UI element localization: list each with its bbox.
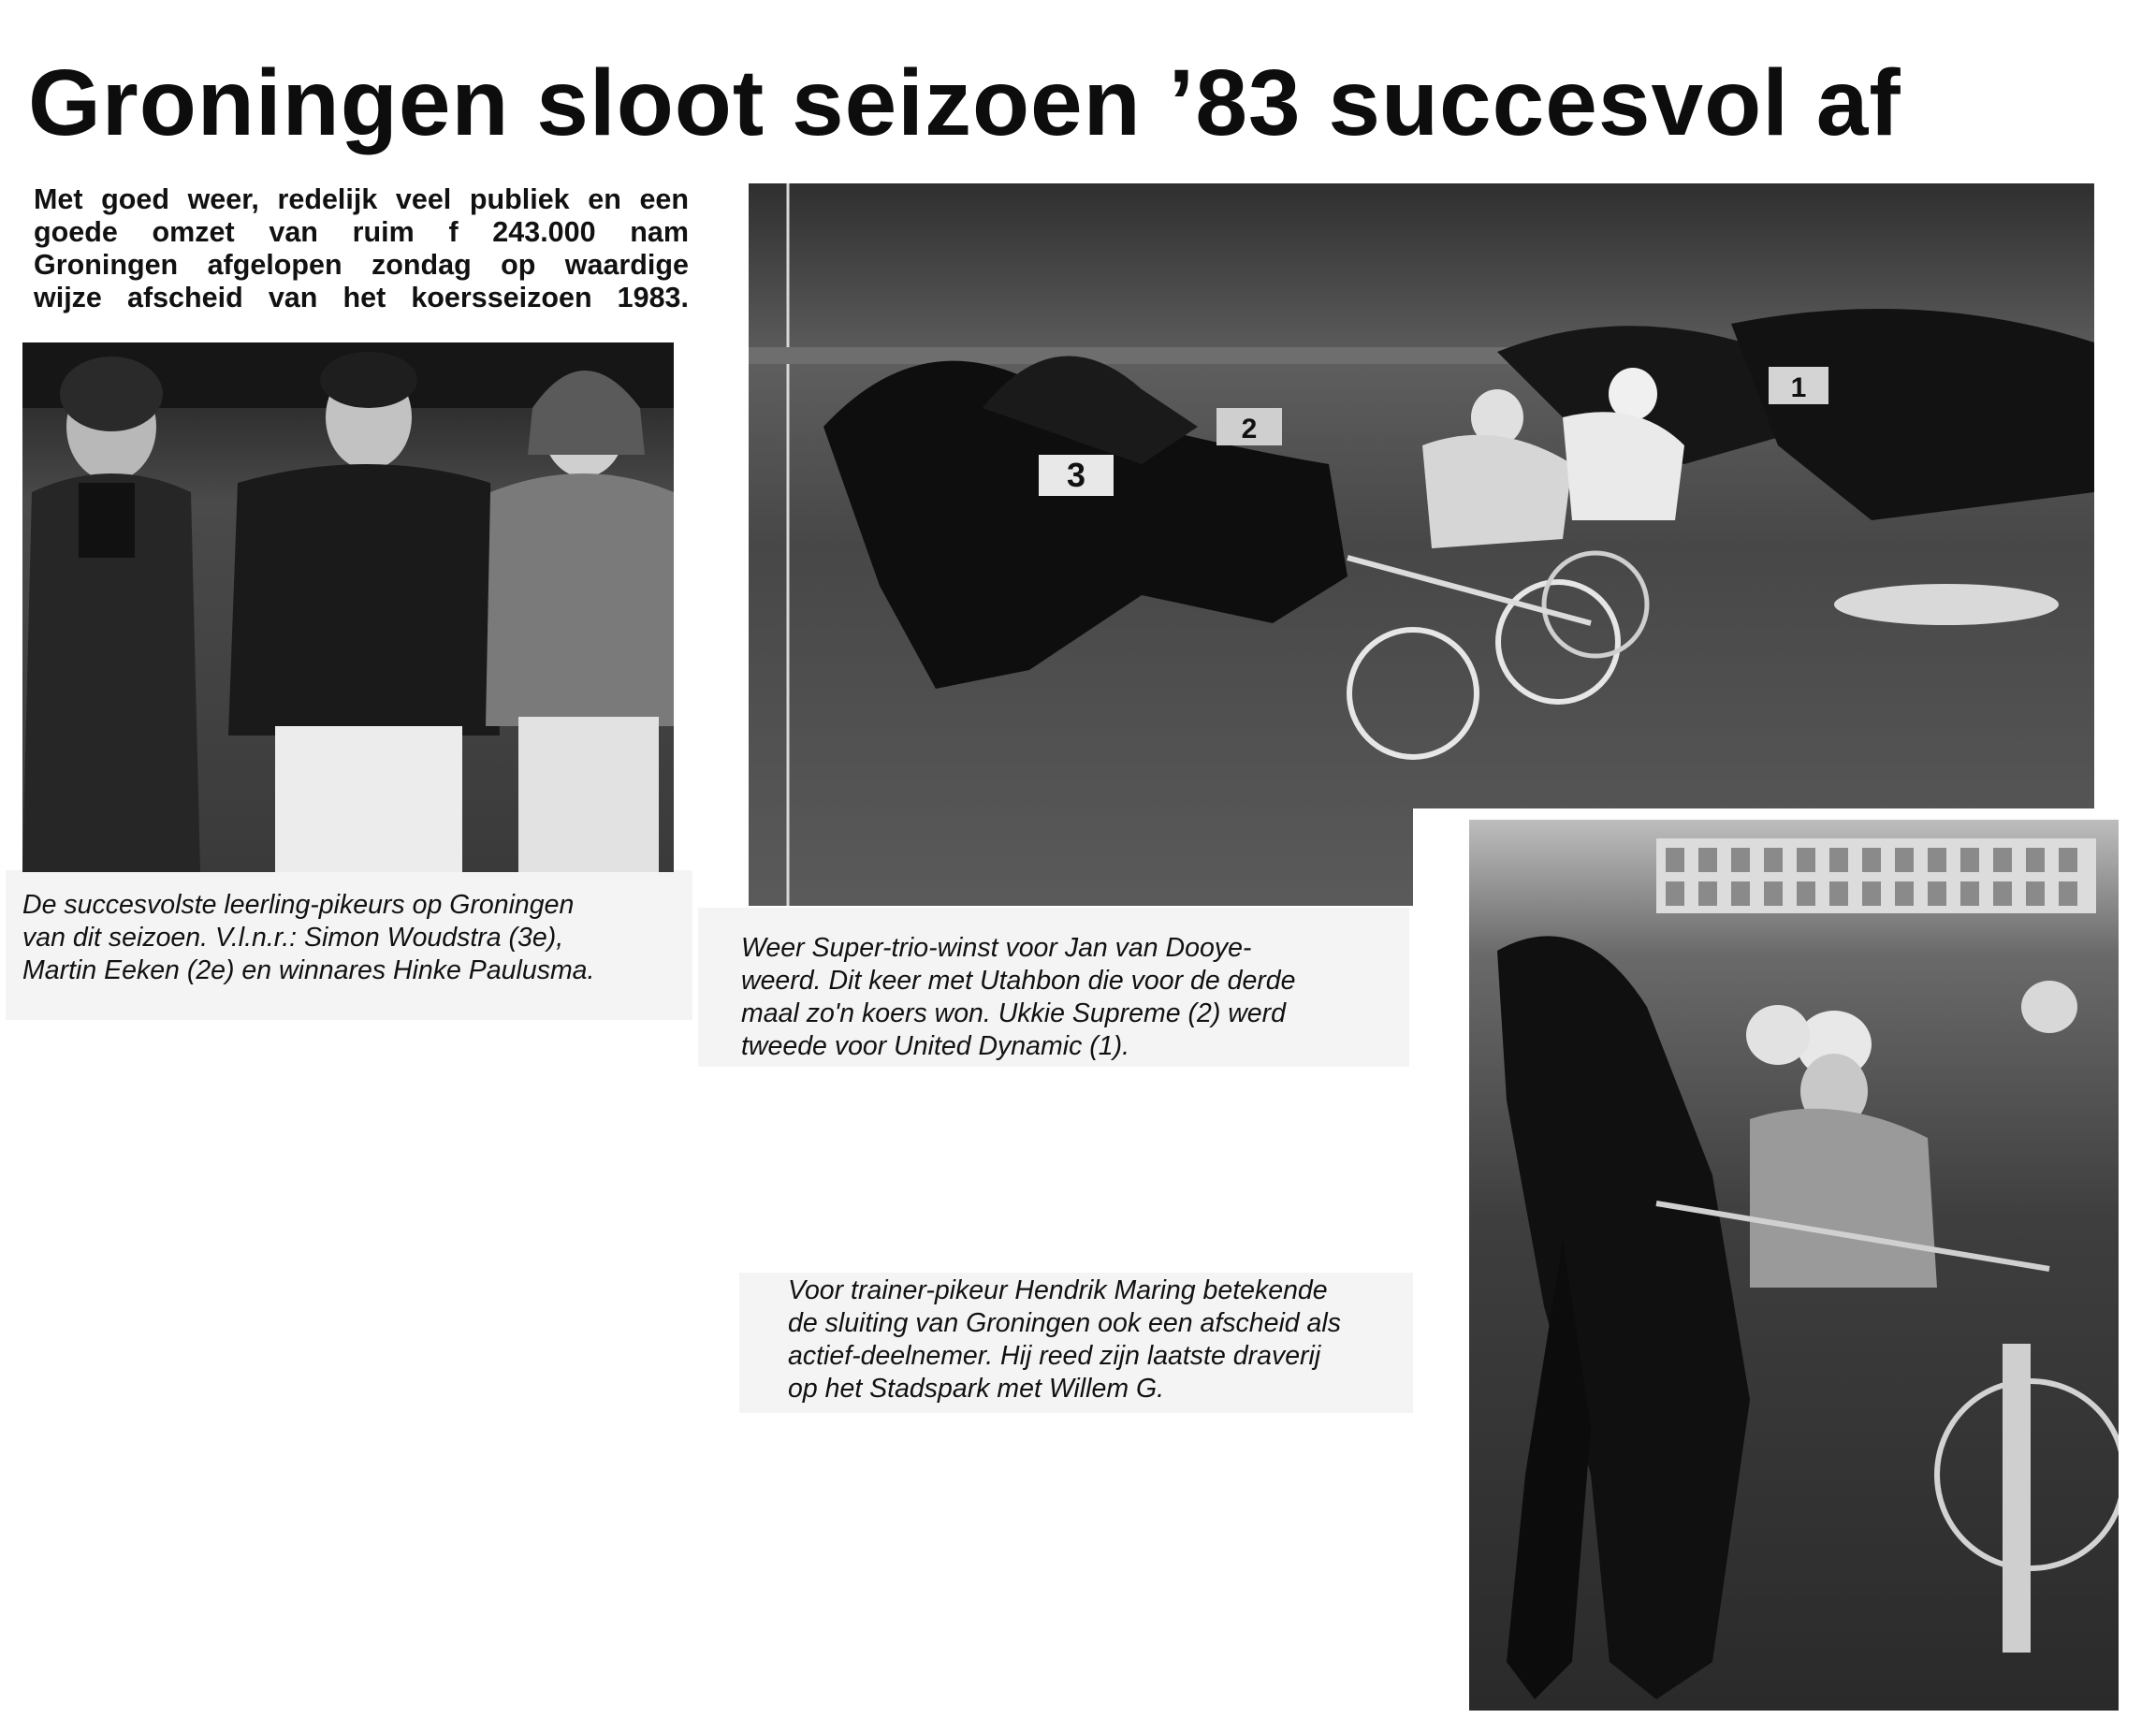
intro-line: Groningen afgelopen zondag op waardige xyxy=(34,249,689,281)
caption-line: actief-deelnemer. Hij reed zijn laatste draverij xyxy=(788,1341,1321,1371)
intro-line: wijze afscheid van het koersseizoen 1983. xyxy=(34,282,689,313)
caption-line: de sluiting van Groningen ook een afscheid als xyxy=(788,1308,1341,1338)
caption-line: Martin Eeken (2e) en winnares Hinke Paulusma. xyxy=(22,955,595,985)
caption-pikeurs xyxy=(22,889,677,987)
photo-race-image xyxy=(749,183,2094,906)
caption-line: weerd. Dit keer met Utahbon die voor de derde xyxy=(741,966,1296,996)
caption-line: Voor trainer-pikeur Hendrik Maring betekende xyxy=(788,1275,1328,1305)
saddle-number-1: 1 xyxy=(1790,372,1807,403)
caption-line: De succesvolste leerling-pikeurs op Groningen xyxy=(22,890,575,920)
photo-maring-image xyxy=(1469,820,2119,1711)
intro-paragraph xyxy=(34,183,689,314)
saddle-number-2: 2 xyxy=(1241,414,1258,444)
caption-line: Weer Super-trio-winst voor Jan van Dooye- xyxy=(741,933,1252,963)
saddle-number-3: 3 xyxy=(1066,456,1086,494)
photo-pikeurs-image xyxy=(22,342,674,872)
intro-line: Met goed weer, redelijk veel publiek en een xyxy=(34,183,689,215)
intro-line: goede omzet van ruim f 243.000 nam xyxy=(34,216,689,248)
photo-race xyxy=(749,183,2094,906)
caption-line: tweede voor United Dynamic (1). xyxy=(741,1031,1130,1061)
caption-maring xyxy=(788,1274,1443,1405)
photo-pikeurs xyxy=(22,342,674,872)
headline: Groningen sloot seizoen ’83 succesvol af xyxy=(28,51,1901,155)
photo-maring xyxy=(1469,820,2119,1711)
caption-race xyxy=(741,932,1415,1063)
caption-line: op het Stadspark met Willem G. xyxy=(788,1374,1165,1404)
caption-line: maal zo'n koers won. Ukkie Supreme (2) werd xyxy=(741,998,1286,1028)
caption-line: van dit seizoen. V.l.n.r.: Simon Woudstra (3e), xyxy=(22,923,564,953)
